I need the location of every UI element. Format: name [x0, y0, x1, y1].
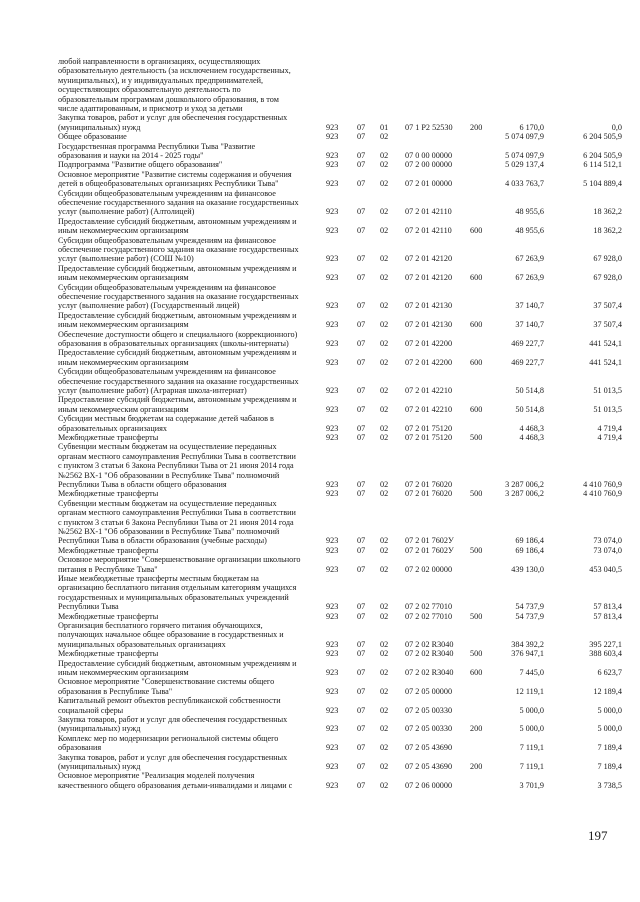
amount-year-1: 12 119,1 [515, 686, 544, 696]
amount-year-1: 69 186,4 [515, 536, 544, 546]
row-description: Предоставление субсидий бюджетным, автономным учреждениям и иным некоммерческим организациям [58, 310, 297, 330]
subsection-code: 02 [380, 686, 389, 696]
subsection-code: 02 [380, 649, 389, 659]
row-description: Субсидии общеобразовательным учреждениям на финансовое обеспечение государственного задания на оказание государственных услуг (выполнение работ) (СОШ №10) [58, 235, 299, 264]
table-row [0, 330, 640, 349]
table-row [0, 236, 640, 264]
target-article-code: 07 2 01 42130 [405, 320, 453, 330]
subsection-code: 02 [380, 611, 389, 621]
amount-year-1: 6 170,0 [519, 122, 544, 132]
amount-year-1: 5 000,0 [519, 705, 544, 715]
row-description: Предоставление субсидий бюджетным, автономным учреждениям и иным некоммерческим организациям [58, 658, 297, 677]
row-description: Предоставление субсидий бюджетным, автономным учреждениям и иным некоммерческим организациям [58, 263, 297, 283]
table-row [0, 621, 640, 649]
amount-year-1: 37 140,7 [515, 301, 544, 311]
ministry-code: 923 [326, 320, 339, 330]
subsection-code: 02 [380, 404, 389, 414]
subsection-code: 02 [380, 273, 389, 283]
target-article-code: 07 2 05 43690 [405, 761, 453, 771]
subsection-code: 02 [380, 132, 389, 142]
amount-year-1: 5 074 097,9 [505, 150, 544, 160]
amount-year-2: 18 362,2 [593, 226, 622, 236]
amount-year-1: 7 119,1 [519, 761, 544, 771]
table-row [0, 442, 640, 489]
ministry-code: 923 [326, 724, 339, 734]
section-code: 07 [357, 160, 366, 170]
amount-year-2: 4 410 760,9 [583, 489, 622, 499]
amount-year-1: 3 287 006,2 [505, 479, 544, 489]
target-article-code: 07 2 02 R3040 [405, 649, 454, 659]
target-article-code: 07 2 01 42120 [405, 273, 453, 283]
amount-year-2: 6 623,7 [597, 667, 622, 677]
amount-year-1: 4 468,3 [519, 432, 544, 442]
expense-type-code: 200 [470, 122, 483, 132]
row-description: Комплекс мер по модернизации региональной системы общего образования [58, 733, 279, 753]
ministry-code: 923 [326, 122, 339, 132]
ministry-code: 923 [326, 489, 339, 499]
section-code: 07 [357, 649, 366, 659]
ministry-code: 923 [326, 536, 339, 546]
table-row [0, 283, 640, 311]
target-article-code: 07 2 01 42120 [405, 254, 453, 264]
amount-year-2: 57 813,4 [593, 602, 622, 612]
amount-year-1: 37 140,7 [515, 320, 544, 330]
ministry-code: 923 [326, 385, 339, 395]
row-description: Основное мероприятие "Развитие системы содержания и обучения детей в общеобразовательных организациях Республики Тыва" [58, 169, 292, 189]
amount-year-1: 48 955,6 [515, 207, 544, 217]
expense-type-code: 600 [470, 226, 483, 236]
subsection-code: 02 [380, 780, 389, 790]
amount-year-1: 469 227,7 [511, 338, 544, 348]
ministry-code: 923 [326, 404, 339, 414]
row-description: любой направленности в организациях, осуществляющих образовательную деятельность (за исключением государственных, муниципальных), и у индивидуальных предпринимателей, осуществляющих образовательную деятельность по образовательным программам дошкольного образования, в том числе адаптированным, и присмотр и уход за детьми [58, 57, 291, 114]
section-code: 07 [357, 226, 366, 236]
table-row [0, 753, 640, 772]
row-description: Межбюджетные трансферты [58, 545, 159, 555]
ministry-code: 923 [326, 226, 339, 236]
section-code: 07 [357, 207, 366, 217]
section-code: 07 [357, 639, 366, 649]
amount-year-2: 37 507,4 [593, 320, 622, 330]
table-row [0, 555, 640, 574]
table-row [0, 771, 640, 790]
target-article-code: 07 2 01 42200 [405, 338, 453, 348]
expense-type-code: 600 [470, 357, 483, 367]
amount-year-2: 57 813,4 [593, 611, 622, 621]
target-article-code: 07 2 01 42200 [405, 357, 453, 367]
target-article-code: 07 2 02 00000 [405, 564, 453, 574]
amount-year-2: 453 040,5 [589, 564, 622, 574]
target-article-code: 07 2 02 77010 [405, 602, 453, 612]
row-description: Закупка товаров, работ и услуг для обеспечения государственных (муниципальных) нужд [58, 113, 288, 132]
target-article-code: 07 2 02 77010 [405, 611, 453, 621]
target-article-code: 07 2 05 00000 [405, 686, 453, 696]
row-description: Иные межбюджетные трансферты местным бюджетам на организацию бесплатного питания отдельным категориям учащихся государственных и муниципальных образовательных учреждений Республики Тыва [58, 574, 297, 612]
subsection-code: 02 [380, 639, 389, 649]
expense-type-code: 600 [470, 320, 483, 330]
amount-year-1: 5 029 137,4 [505, 160, 544, 170]
amount-year-2: 73 074,0 [593, 545, 622, 555]
amount-year-1: 7 445,0 [519, 667, 544, 677]
amount-year-1: 67 263,9 [515, 273, 544, 283]
table-row [0, 734, 640, 753]
expense-type-code: 600 [470, 404, 483, 414]
table-row [0, 546, 640, 555]
amount-year-2: 441 524,1 [589, 357, 622, 367]
target-article-code: 07 2 01 42130 [405, 301, 453, 311]
amount-year-1: 376 947,1 [511, 649, 544, 659]
amount-year-1: 54 737,9 [515, 611, 544, 621]
amount-year-1: 384 392,2 [511, 639, 544, 649]
table-row [0, 160, 640, 169]
row-description: Субвенции местным бюджетам на осуществление переданных органам местного самоуправления Республики Тыва в соответствии с пунктом 3 статьи 6 Закона Республики Тыва от 21 июня 2014 года №2562 ВХ-1 "Об образовании в Республике Тыва" полномочий Республики Тыва в области образования (учебные расходы) [58, 498, 296, 546]
row-description: Межбюджетные трансферты [58, 611, 159, 621]
subsection-code: 02 [380, 667, 389, 677]
amount-year-2: 4 719,4 [597, 423, 622, 433]
table-row [0, 612, 640, 621]
row-description: Основное мероприятие "Совершенствование системы общего образования в Республике Тыва" [58, 677, 275, 696]
subsection-code: 01 [380, 122, 389, 132]
subsection-code: 02 [380, 564, 389, 574]
row-description: Предоставление субсидий бюджетным, автономным учреждениям и иным некоммерческим организациям [58, 216, 297, 236]
amount-year-1: 4 468,3 [519, 423, 544, 433]
expense-type-code: 200 [470, 724, 483, 734]
table-row [0, 132, 640, 141]
ministry-code: 923 [326, 743, 339, 753]
target-article-code: 07 2 01 7602У [405, 536, 454, 546]
amount-year-2: 6 204 505,9 [583, 150, 622, 160]
amount-year-2: 7 189,4 [597, 761, 622, 771]
table-row [0, 348, 640, 367]
row-description: Субсидии общеобразовательным учреждениям на финансовое обеспечение государственного задания на оказание государственных услуг (выполнение работ) (Аграрная школа-интернат) [58, 367, 299, 395]
subsection-code: 02 [380, 602, 389, 612]
table-row [0, 367, 640, 395]
table-row [0, 264, 640, 283]
ministry-code: 923 [326, 160, 339, 170]
amount-year-2: 67 928,0 [593, 254, 622, 264]
subsection-code: 02 [380, 432, 389, 442]
ministry-code: 923 [326, 686, 339, 696]
section-code: 07 [357, 705, 366, 715]
ministry-code: 923 [326, 564, 339, 574]
amount-year-2: 6 114 512,1 [583, 160, 622, 170]
ministry-code: 923 [326, 273, 339, 283]
expense-type-code: 600 [470, 273, 483, 283]
subsection-code: 02 [380, 357, 389, 367]
amount-year-1: 48 955,6 [515, 226, 544, 236]
table-row [0, 217, 640, 236]
table-row [0, 113, 640, 132]
ministry-code: 923 [326, 423, 339, 433]
target-article-code: 07 1 P2 52530 [405, 122, 453, 132]
amount-year-2: 73 074,0 [593, 536, 622, 546]
section-code: 07 [357, 743, 366, 753]
row-description: Закупка товаров, работ и услуг для обеспечения государственных (муниципальных) нужд [58, 715, 288, 734]
section-code: 07 [357, 150, 366, 160]
row-description: Межбюджетные трансферты [58, 489, 159, 499]
amount-year-2: 12 189,4 [593, 686, 622, 696]
amount-year-1: 69 186,4 [515, 545, 544, 555]
subsection-code: 02 [380, 160, 389, 170]
amount-year-1: 3 287 006,2 [505, 489, 544, 499]
section-code: 07 [357, 611, 366, 621]
section-code: 07 [357, 602, 366, 612]
ministry-code: 923 [326, 667, 339, 677]
expense-type-code: 600 [470, 667, 483, 677]
section-code: 07 [357, 780, 366, 790]
table-row [0, 715, 640, 734]
subsection-code: 02 [380, 479, 389, 489]
ministry-code: 923 [326, 479, 339, 489]
table-row [0, 677, 640, 696]
page-number: 197 [588, 828, 608, 843]
section-code: 07 [357, 404, 366, 414]
row-description: Субвенции местным бюджетам на осуществление переданных органам местного самоуправления Республики Тыва в соответствии с пунктом 3 статьи 6 Закона Республики Тыва от 21 июня 2014 года №2562 ВХ-1 "Об образовании в Республике Тыва" полномочий Республики Тыва в области общего образования [58, 442, 296, 490]
expense-type-code: 500 [470, 545, 483, 555]
amount-year-2: 5 000,0 [597, 705, 622, 715]
table-row [0, 659, 640, 678]
table-row [0, 170, 640, 189]
expense-type-code: 500 [470, 649, 483, 659]
subsection-code: 02 [380, 320, 389, 330]
target-article-code: 07 2 02 R3040 [405, 667, 454, 677]
target-article-code: 07 2 01 42210 [405, 404, 453, 414]
amount-year-2: 37 507,4 [593, 301, 622, 311]
target-article-code: 07 2 01 75120 [405, 432, 453, 442]
expense-type-code: 500 [470, 432, 483, 442]
row-description: Предоставление субсидий бюджетным, автономным учреждениям и иным некоммерческим организациям [58, 348, 297, 367]
amount-year-1: 5 000,0 [519, 724, 544, 734]
section-code: 07 [357, 536, 366, 546]
row-description: Основное мероприятие "Совершенствование организации школьного питания в Республике Тыва" [58, 555, 301, 574]
row-description: Обеспечение доступности общего и специального (коррекционного) образования в образовательных организациях (школы-интернаты) [58, 329, 298, 348]
table-row [0, 142, 640, 161]
amount-year-1: 50 514,8 [515, 385, 544, 395]
target-article-code: 07 2 01 42110 [405, 207, 452, 217]
amount-year-1: 7 119,1 [519, 743, 544, 753]
amount-year-2: 6 204 505,9 [583, 132, 622, 142]
amount-year-2: 395 227,1 [589, 639, 622, 649]
section-code: 07 [357, 432, 366, 442]
section-code: 07 [357, 724, 366, 734]
row-description: Субсидии местным бюджетам на содержание детей чабанов в образовательных организациях [58, 414, 274, 433]
amount-year-2: 5 000,0 [597, 724, 622, 734]
row-description: Субсидии общеобразовательным учреждениям на финансовое обеспечение государственного задания на оказание государственных услуг (выполнение работ) (Алтолицей) [58, 188, 299, 217]
row-description: Межбюджетные трансферты [58, 433, 159, 442]
ministry-code: 923 [326, 780, 339, 790]
section-code: 07 [357, 132, 366, 142]
table-row [0, 489, 640, 498]
section-code: 07 [357, 385, 366, 395]
subsection-code: 02 [380, 338, 389, 348]
target-article-code: 07 2 01 76020 [405, 479, 453, 489]
ministry-code: 923 [326, 705, 339, 715]
section-code: 07 [357, 273, 366, 283]
row-description: Субсидии общеобразовательным учреждениям на финансовое обеспечение государственного задания на оказание государственных услуг (выполнение работ) (Государственный лицей) [58, 282, 299, 311]
row-description: Межбюджетные трансферты [58, 649, 159, 659]
amount-year-1: 469 227,7 [511, 357, 544, 367]
target-article-code: 07 2 01 7602У [405, 545, 454, 555]
section-code: 07 [357, 254, 366, 264]
ministry-code: 923 [326, 207, 339, 217]
ministry-code: 923 [326, 338, 339, 348]
row-description: Общее образование [58, 132, 127, 142]
amount-year-2: 67 928,0 [593, 273, 622, 283]
amount-year-2: 0,0 [611, 122, 622, 132]
ministry-code: 923 [326, 639, 339, 649]
row-description: Предоставление субсидий бюджетным, автономным учреждениям и иным некоммерческим организациям [58, 395, 297, 414]
amount-year-2: 5 104 889,4 [583, 179, 622, 189]
section-code: 07 [357, 357, 366, 367]
table-row [0, 311, 640, 330]
amount-year-2: 4 410 760,9 [583, 479, 622, 489]
section-code: 07 [357, 479, 366, 489]
subsection-code: 02 [380, 423, 389, 433]
subsection-code: 02 [380, 385, 389, 395]
table-row [0, 189, 640, 217]
row-description: Подпрограмма "Развитие общего образования" [58, 160, 223, 170]
ministry-code: 923 [326, 357, 339, 367]
subsection-code: 02 [380, 179, 389, 189]
subsection-code: 02 [380, 207, 389, 217]
ministry-code: 923 [326, 132, 339, 142]
subsection-code: 02 [380, 724, 389, 734]
amount-year-2: 4 719,4 [597, 432, 622, 442]
target-article-code: 07 2 00 00000 [405, 160, 453, 170]
table-row [0, 649, 640, 658]
ministry-code: 923 [326, 602, 339, 612]
section-code: 07 [357, 320, 366, 330]
ministry-code: 923 [326, 150, 339, 160]
table-row [0, 499, 640, 546]
subsection-code: 02 [380, 705, 389, 715]
subsection-code: 02 [380, 743, 389, 753]
subsection-code: 02 [380, 254, 389, 264]
amount-year-2: 51 013,5 [593, 404, 622, 414]
ministry-code: 923 [326, 611, 339, 621]
target-article-code: 07 2 01 75120 [405, 423, 453, 433]
amount-year-2: 18 362,2 [593, 207, 622, 217]
section-code: 07 [357, 545, 366, 555]
table-row [0, 574, 640, 612]
ministry-code: 923 [326, 301, 339, 311]
ministry-code: 923 [326, 649, 339, 659]
amount-year-1: 439 130,0 [511, 564, 544, 574]
section-code: 07 [357, 122, 366, 132]
amount-year-1: 5 074 097,9 [505, 132, 544, 142]
ministry-code: 923 [326, 432, 339, 442]
amount-year-2: 3 738,5 [597, 780, 622, 790]
target-article-code: 07 0 00 00000 [405, 150, 453, 160]
row-description: Закупка товаров, работ и услуг для обеспечения государственных (муниципальных) нужд [58, 752, 288, 771]
target-article-code: 07 2 05 43690 [405, 743, 453, 753]
expense-type-code: 200 [470, 761, 483, 771]
section-code: 07 [357, 423, 366, 433]
ministry-code: 923 [326, 179, 339, 189]
table-row [0, 57, 640, 113]
amount-year-2: 441 524,1 [589, 338, 622, 348]
target-article-code: 07 2 01 42110 [405, 226, 452, 236]
table-row [0, 433, 640, 442]
row-description: Государственная программа Республики Тыва "Развитие образования и науки на 2014 - 2025 годы" [58, 141, 256, 160]
expense-type-code: 500 [470, 489, 483, 499]
amount-year-2: 388 603,4 [589, 649, 622, 659]
section-code: 07 [357, 179, 366, 189]
section-code: 07 [357, 686, 366, 696]
amount-year-2: 51 013,5 [593, 385, 622, 395]
row-description: Основное мероприятие "Реализация моделей получения качественного общего образования детьми-инвалидами и лицами с [58, 771, 293, 790]
target-article-code: 07 2 01 42210 [405, 385, 453, 395]
expense-type-code: 500 [470, 611, 483, 621]
ministry-code: 923 [326, 761, 339, 771]
amount-year-1: 67 263,9 [515, 254, 544, 264]
section-code: 07 [357, 761, 366, 771]
target-article-code: 07 2 05 00330 [405, 705, 453, 715]
section-code: 07 [357, 564, 366, 574]
subsection-code: 02 [380, 301, 389, 311]
subsection-code: 02 [380, 536, 389, 546]
ministry-code: 923 [326, 254, 339, 264]
ministry-code: 923 [326, 545, 339, 555]
subsection-code: 02 [380, 545, 389, 555]
target-article-code: 07 2 02 R3040 [405, 639, 454, 649]
table-row [0, 414, 640, 433]
subsection-code: 02 [380, 761, 389, 771]
subsection-code: 02 [380, 150, 389, 160]
amount-year-1: 54 737,9 [515, 602, 544, 612]
amount-year-1: 50 514,8 [515, 404, 544, 414]
amount-year-2: 7 189,4 [597, 743, 622, 753]
subsection-code: 02 [380, 226, 389, 236]
amount-year-1: 3 701,9 [519, 780, 544, 790]
subsection-code: 02 [380, 489, 389, 499]
table-row [0, 696, 640, 715]
target-article-code: 07 2 01 00000 [405, 179, 453, 189]
amount-year-1: 4 033 763,7 [505, 179, 544, 189]
section-code: 07 [357, 667, 366, 677]
section-code: 07 [357, 338, 366, 348]
target-article-code: 07 2 05 00330 [405, 724, 453, 734]
target-article-code: 07 2 06 00000 [405, 780, 453, 790]
target-article-code: 07 2 01 76020 [405, 489, 453, 499]
section-code: 07 [357, 489, 366, 499]
row-description: Капитальный ремонт объектов республиканской собственности социальной сферы [58, 696, 281, 715]
row-description: Организация бесплатного горячего питания обучающихся, получающих начальное общее образование в государственных и муниципальных образовательных организациях [58, 621, 284, 649]
table-row [0, 395, 640, 414]
section-code: 07 [357, 301, 366, 311]
